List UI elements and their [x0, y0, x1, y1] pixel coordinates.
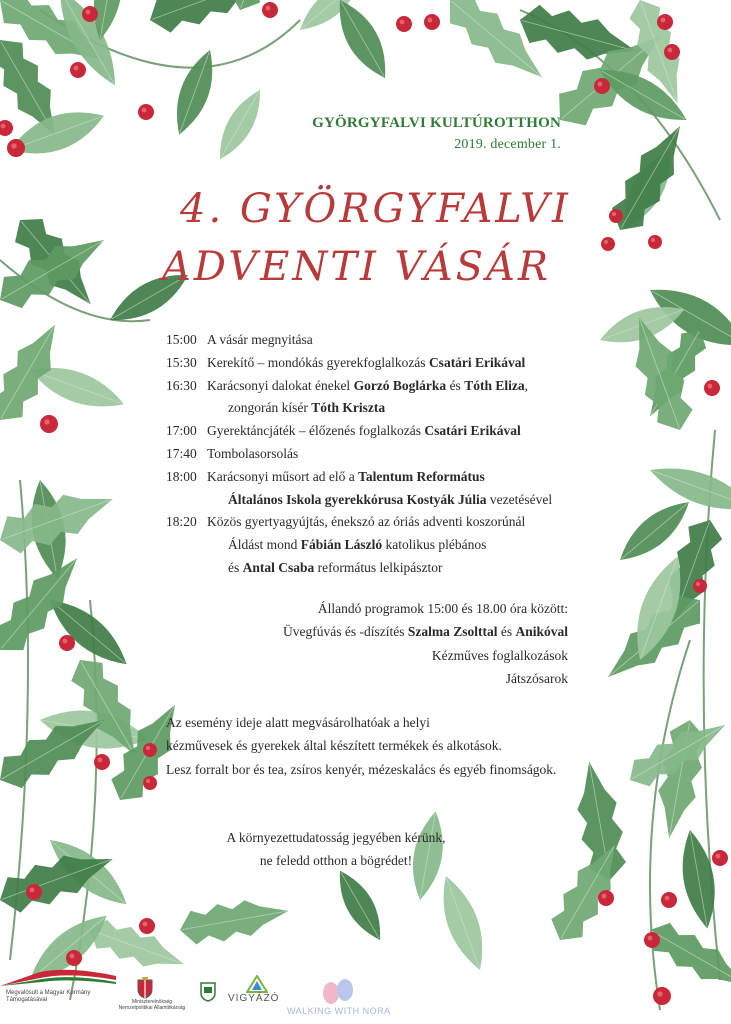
red-berry [664, 44, 680, 60]
schedule-time: 18:00 [166, 468, 197, 484]
walking-with-nora-logo-text: WALKING WITH NORA [287, 1006, 391, 1016]
schedule-time: 17:40 [166, 445, 197, 461]
schedule-text: A vásár megnyitása [207, 332, 313, 347]
red-berry [94, 754, 110, 770]
schedule-continuation [166, 534, 596, 557]
red-berry [138, 104, 154, 120]
red-berry [704, 380, 720, 396]
info-line: kézművesek és gyerekek által készített termékek és alkotások. [166, 738, 502, 754]
county-crest-icon [200, 982, 216, 1002]
red-berry [262, 2, 278, 18]
red-berry [82, 6, 98, 22]
schedule-continuation [166, 397, 596, 420]
schedule-text: Tombolasorsolás [207, 445, 299, 461]
schedule-text: és [228, 559, 243, 575]
schedule-time: 16:30 [166, 377, 197, 393]
performer-name: Tóth Eliza [464, 377, 525, 393]
program-schedule [166, 329, 596, 580]
red-berry [661, 892, 677, 908]
schedule-row [166, 375, 596, 398]
performer-name: Szalma Zsolttal [407, 624, 498, 640]
red-berry [143, 776, 157, 790]
red-berry [59, 635, 75, 651]
red-berry [693, 579, 707, 593]
permanent-programs [283, 597, 568, 690]
red-berry [644, 932, 660, 948]
schedule-row [166, 329, 596, 352]
schedule-row [166, 511, 596, 534]
red-berry [648, 235, 662, 249]
eco-line: ne feledd otthon a bögrédet! [259, 853, 413, 869]
schedule-continuation [166, 489, 596, 512]
schedule-row [166, 352, 596, 375]
schedule-time: 17:00 [166, 423, 197, 439]
footprints-logo-icon [318, 975, 358, 1007]
schedule-time: 18:20 [166, 514, 197, 530]
government-support-logo: Megvalósult a Magyar Kormány Támogatásával [6, 990, 91, 1003]
schedule-time: 15:00 [166, 332, 197, 347]
performer-name: Általános Iskola gyerekkórusa Kostyák Júlia [228, 491, 487, 507]
schedule-text: vezetésével [486, 491, 553, 507]
info-line: Lesz forralt bor és tea, zsíros kenyér, mézeskalács és egyéb finomságok. [166, 761, 557, 777]
info-paragraph [166, 711, 586, 781]
red-berry [66, 950, 82, 966]
schedule-text: Karácsonyi dalokat énekel [207, 377, 354, 393]
venue-block [312, 113, 561, 155]
schedule-text: Gyerektáncjáték – élőzenés foglalkozás [207, 423, 425, 439]
event-title [160, 180, 600, 296]
schedule-time: 15:30 [166, 354, 197, 370]
eco-note [166, 826, 506, 873]
performer-name: Gorzó Boglárka [353, 377, 447, 393]
event-date: 2019. december 1. [454, 137, 561, 152]
holly-leaf [641, 914, 731, 1000]
permanent-heading: Állandó programok 15:00 és 18.00 óra között: [317, 601, 568, 616]
schedule-text: katolikus plébános [382, 537, 487, 553]
schedule-text: és [446, 377, 465, 393]
schedule-text: zongorán kísér [228, 400, 312, 416]
eco-line: A környezettudatosság jegyében kérünk, [226, 830, 446, 845]
red-berry [139, 918, 155, 934]
title-line-2: ADVENTI VÁSÁR [162, 244, 551, 290]
schedule-row [166, 443, 596, 466]
holly-leaf [645, 456, 731, 522]
red-berry [601, 237, 615, 251]
schedule-row [166, 466, 596, 489]
schedule-text: református lelkipásztor [314, 559, 443, 575]
hungarian-flag-stripe-logo [0, 968, 116, 986]
permanent-item [283, 620, 568, 643]
schedule-text: Közös gyertyagyújtás, énekszó az óriás adventi koszorúnál [207, 514, 526, 530]
red-berry [143, 743, 157, 757]
red-berry [70, 62, 86, 78]
red-berry [712, 850, 728, 866]
schedule-text: , [524, 377, 528, 393]
venue-name: GYÖRGYFALVI KULTÚROTTHON [312, 115, 561, 131]
red-berry [396, 16, 412, 32]
red-berry [7, 139, 25, 157]
performer-name: Anikóval [515, 624, 568, 640]
red-berry [424, 14, 440, 30]
schedule-text: Kerekítő – mondókás gyerekfoglalkozás [207, 354, 429, 370]
info-line: Az esemény ideje alatt megvásárolhatóak a helyi [166, 715, 430, 730]
red-berry [40, 415, 58, 433]
ministry-logo-text: Miniszterelnökség Nemzetpolitikai Államtitkárság [118, 999, 186, 1011]
schedule-continuation [166, 557, 596, 580]
performer-name: Talentum Református [358, 468, 485, 484]
vigyazo-logo-icon [246, 975, 268, 993]
performer-name: Tóth Kriszta [311, 400, 386, 416]
schedule-text: Áldást mond [228, 537, 301, 553]
red-berry [609, 209, 623, 223]
red-berry [594, 78, 610, 94]
performer-name: Csatári Erikával [428, 354, 526, 370]
red-berry [598, 890, 614, 906]
schedule-row [166, 420, 596, 443]
schedule-text: Karácsonyi műsort ad elő a [207, 468, 359, 484]
red-berry [657, 14, 673, 30]
performer-name: Csatári Erikával [424, 423, 521, 439]
permanent-item: Játszósarok [505, 670, 568, 686]
coat-of-arms-icon [136, 977, 154, 999]
red-berry [653, 987, 671, 1005]
performer-name: Fábián László [300, 537, 383, 553]
permanent-item: Kézműves foglalkozások [431, 647, 568, 663]
title-line-1: 4. GYÖRGYFALVI [180, 186, 571, 232]
performer-name: Antal Csaba [242, 559, 315, 575]
vigyazo-logo-text: VIGYÁZÓ [228, 993, 280, 1004]
red-berry [26, 884, 42, 900]
permanent-text: és [497, 624, 516, 640]
permanent-text: Üvegfúvás és -díszítés [283, 624, 408, 640]
